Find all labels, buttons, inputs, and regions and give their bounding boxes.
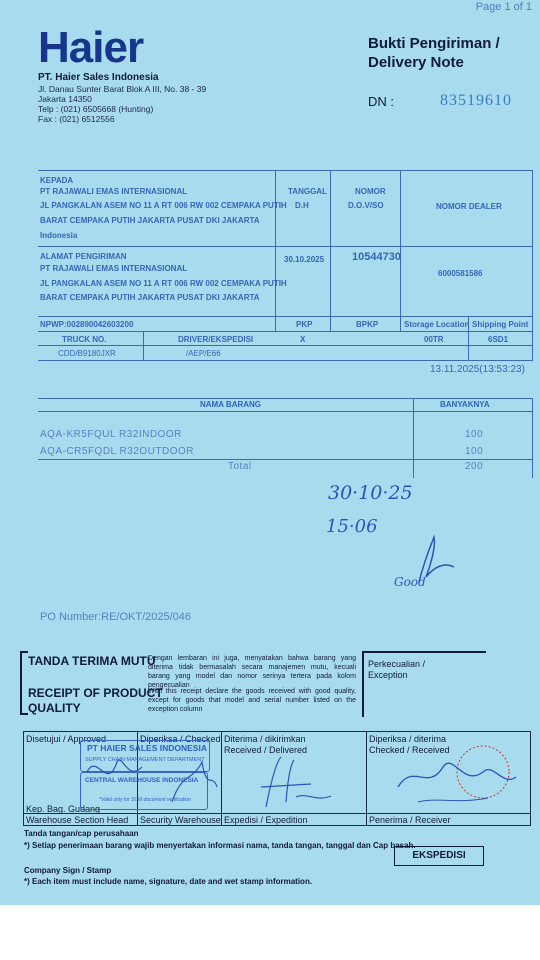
total-label: Total [228,461,252,472]
col-banyaknya: BANYAKNYA [440,400,490,409]
stamp-line-1: PT HAIER SALES INDONESIA [87,743,207,753]
table-bottom-line [38,360,533,361]
dealer-label: NOMOR DEALER [436,202,502,211]
expedition-signature [256,752,346,814]
copy-label: EKSPEDISI [394,846,484,866]
po-number: PO Number:RE/OKT/2025/046 [40,611,192,623]
expedition-label: Expedisi / Expedition [224,815,308,825]
receipt-text-en: With this receipt declare the goods received with good quality, except for goods that model and serial number listed on the exception column [148,688,356,713]
sign-rule-en: *) Each item must include name, signature, date and wet stamp information. [24,877,313,886]
ship-label: ALAMAT PENGIRIMAN [40,252,127,261]
storage-location-label: Storage Location [404,320,470,329]
tanggal-label: TANGGAL [288,187,327,196]
receipt-title-en-2: QUALITY [28,701,81,715]
receiver-label: Penerima / Receiver [369,815,451,825]
stamp-rule: *) Setiap penerimaan barang wajib menyertakan informasi nama, tanda tangan, tanggal dan Cap basah. [24,841,416,850]
items-total-line [38,459,533,460]
company-fax: Fax : (021) 6512556 [38,114,115,124]
tanggal-value: D.H [295,201,309,210]
company-address-2: Jakarta 14350 [38,94,92,104]
shipping-point-value: 6SD1 [488,335,509,344]
items-col-line [532,398,533,478]
shipping-point-label: Shipping Point [472,320,529,329]
nomor-value: D.O.V/SO [348,201,384,210]
total-value: 200 [465,461,484,472]
table-col-line [275,170,276,331]
table-col-line [143,331,144,360]
ship-name: PT RAJAWALI EMAS INTERNASIONAL [40,264,188,273]
receipt-title-en-1: RECEIPT OF PRODUCT [28,686,163,700]
table-row-line [38,316,533,317]
bpkp-label: BPKP [356,320,379,329]
stamp-line-4: *Valid only for SCM document verification [99,797,191,803]
handwritten-time: 15·06 [326,516,378,537]
pkp-value: X [300,335,306,344]
doc-title-line2: Delivery Note [368,54,464,71]
receiver-signature [388,742,524,812]
recipient-address-2: BARAT CEMPAKA PUTIH JAKARTA PUSAT DKI JAKARTA [40,216,260,225]
recipient-country: Indonesia [40,231,78,240]
stamp-line-2: SUPPLY CHAIN MANAGEMENT DEPARTMENT [85,757,205,763]
dn-number: 83519610 [440,92,512,109]
doc-title-line1: Bukti Pengiriman / [368,35,500,52]
haier-logo: Haier [38,23,144,72]
handwritten-note: Good [394,575,426,589]
table-mid-line [38,246,533,247]
section-head-en: Warehouse Section Head [26,815,129,825]
dealer-number: 6000581586 [438,269,483,278]
truck-label: TRUCK NO. [62,335,107,344]
handwritten-signature-1 [404,532,464,592]
col-nama-barang: NAMA BARANG [200,400,262,409]
stamp-note: Tanda tangan/cap perusahaan [24,829,139,838]
sign-stamp-en: Company Sign / Stamp [24,866,112,875]
receipt-bracket-left [20,651,22,715]
item-row-1-name: AQA-KR5FQUL R32INDOOR [40,429,182,440]
items-header-line [38,411,533,412]
truck-number: CDD/B9180JXR [58,349,116,358]
delivery-date: 30.10.2025 [284,255,325,264]
table-top-line [38,170,533,171]
section-head-id: Kep. Bag. Gudang [26,804,101,814]
items-top-line [38,398,533,399]
ship-address-1: JL PANGKALAN ASEM NO 11 A RT 006 RW 002 CEMPAKA PUTIH [40,279,287,288]
driver-value: /AEP/E66 [186,349,221,358]
item-row-2-name: AQA-CR5FQDL R32OUTDOOR [40,446,194,457]
recipient-address-1: JL PANGKALAN ASEM NO 11 A RT 006 RW 002 CEMPAKA PUTIH [40,201,287,210]
item-row-1-qty: 100 [465,429,484,440]
kepada-label: KEPADA [40,176,74,185]
pkp-label: PKP [296,320,313,329]
storage-location-value: 00TR [424,335,444,344]
doc-title [368,34,500,72]
company-name: PT. Haier Sales Indonesia [38,72,159,83]
items-col-line [413,398,414,478]
item-row-2-qty: 100 [465,446,484,457]
receipt-title-id: TANDA TERIMA MUTU [28,654,156,668]
received-delivered-label: Diterima / dikirimkan Received / Delivered [224,734,308,755]
receipt-text-id: Dengan lembaran ini juga, menyatakan bahwa barang yang diterima tidak bermasalah secara manajemen mutu, kecuali barang yang model dan nomor serinya tertera pada kolom pengecualian [148,655,356,689]
table-col-line [532,170,533,360]
approver-signature [82,742,222,812]
handwritten-date: 30·10·25 [328,482,413,504]
npwp: NPWP:002890042603200 [40,320,134,329]
dn-label: DN : [368,94,394,109]
recipient-name: PT RAJAWALI EMAS INTERNASIONAL [40,187,188,196]
approved-label: Disetujui / Approved [26,734,107,744]
checked-label: Diperiksa / Checked [140,734,221,744]
table-row-line [38,331,533,332]
security-label: Security Warehouse [140,815,221,825]
so-number: 10544730 [352,251,401,263]
receipt-bracket-bottom [20,713,28,715]
page-number: Page 1 of 1 [475,1,532,13]
driver-label: DRIVER/EKSPEDISI [178,335,254,344]
ship-address-2: BARAT CEMPAKA PUTIH JAKARTA PUSAT DKI JAKARTA [40,293,260,302]
table-row-line [38,345,533,346]
nomor-label: NOMOR [355,187,386,196]
table-col-line [330,170,331,331]
signature-divider [366,731,367,825]
printed-timestamp: 13.11.2025(13:53:23) [430,364,525,375]
company-telp: Telp : (021) 6505668 (Hunting) [38,104,154,114]
exception-label: Perkecualian / Exception [368,659,426,680]
stamp-line-3: CENTRAL WAREHOUSE INDONESIA [85,777,199,784]
company-address-1: Jl. Danau Sunter Barat Blok A III, No. 38 - 39 [38,84,207,94]
checked-received-label: Diperiksa / diterima Checked / Received [369,734,450,755]
receipt-bracket-top [20,651,28,653]
